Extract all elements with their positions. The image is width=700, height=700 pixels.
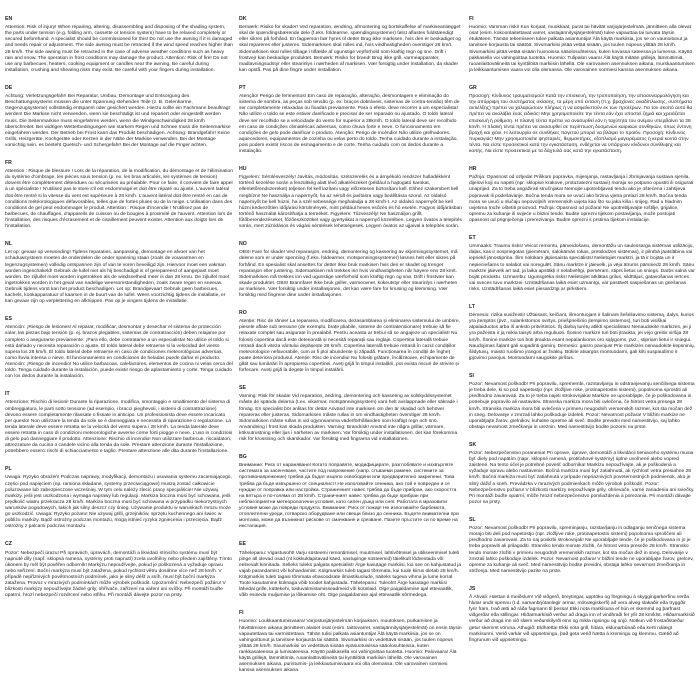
language-code: HR bbox=[469, 166, 477, 173]
safety-warning-text: Attenzione: Rischio di lesioni! Durante la riparazione, modifica, smontaggio e smaltimento del sistema di ombreggiatura, le parti sotto tensione (ad esempio, i bracci pieghevoli, i sistemi di contrattrazione) devono essere completamente rilassate o fissate in anticipo. Un professionista deve essere incaricato per questo! Non utilizzare la tenda da sole se è danneggiata e necessita di riparazione o regolazione. La tenda laterale deve essere retratta se la velocità del vento supera i 28 km/h. La tenda laterale deve essere retratta in caso di condizioni meteorologiche avverse come forti piogge e neve. L'uso in condizioni di gelo può danneggiare il prodotto. Attenzione: Rischio di incendio! Non utilizzare barbecue, riscaldatori, attrezzature da cucina o candele vicino alla tenda da sole. Prestare attenzione durante l'installazione, potrebbero esserci rischi di schiacciamento e taglio. Prestare attenzione alle dita durante l'installazione. bbox=[5, 400, 233, 455]
language-section bbox=[469, 16, 695, 74]
language-section bbox=[239, 310, 463, 374]
language-code: GR bbox=[469, 84, 477, 91]
safety-warning-text: Achtung: Verletzungsgefahr! Bei Reparatur, Umbau, Demontage und Entsorgung des Beschattungssystems müssen die unter Spannung stehenden Teile (z. B. Gelenkarme, Gegenzugsysteme) vollständig entspannt oder gesichert werden. Hierzu sollte ein Fachmann beauftragt werden! Die Markise nicht verwenden, wenn sie beschädigt ist und repariert oder eingestellt werden muss. Die Seitenmarkise muss eingefahren werden, wenn die Windgeschwindigkeit 28 km/h überschreitet. Bei widrigen Wetterbedingungen wie starkem Regen und Schnee muss die Seitenmarkise eingefahren werden. Der Betrieb bei Frost kann das Produkt beschädigen. Achtung: Brandgefahr! Keine Grills, Heizgeräte, Kochgeräte oder Kerzen in der Nähe der Markise verwenden. Bei der Montage vorsichtig sein, es besteht Quetsch- und Schergefahr! Bei der Montage auf die Finger achten. bbox=[5, 94, 231, 148]
column-left bbox=[5, 0, 233, 610]
language-section bbox=[469, 304, 695, 362]
column-middle bbox=[239, 0, 463, 685]
column-right bbox=[469, 0, 695, 655]
safety-warning-text: Attention : Risque de blessure ! Lors de la réparation, de la modification, du démontage et de l'élimination du système d'ombrage, les pièces sous tension (p. ex. les bras articulés, les systèmes de tension) doivent être complètement détendues ou sécurisées au préalable. Pour ce faire, il convient de faire appel à un spécialiste ! N'utilisez pas le store s'il est endommagé et doit être réparé ou ajusté. L'auvent latéral doit être rentré si la vitesse du vent est supérieure à 28 km/h. L'auvent latéral doit être rentré en cas de conditions météorologiques défavorables, telles que de fortes pluies ou de la neige. L'utilisation dans des conditions de gel peut endommager le produit. Attention : Risque d'incendie ! N'utilisez pas de barbecues, de chauffages, d'appareils de cuisson ou de bougies à proximité de l'auvent. Attention lors de l'installation, des risques d'écrasement et de cisaillement peuvent exister. Attention aux doigts lors de l'installation. bbox=[5, 169, 233, 230]
safety-warning-text: Bemærk: Risiko for skader! Ved reparation, ændring, afmontering og bortskaffelse af markiseanlægget skal de spændingsbærende dele (f.eks. foldearme, spændingssystemer) først aflastes fuldstændigt eller sikres på forhånd. En fagperson bør hyres til dette! Brug ikke markisen, hvis den er beskadiget og skal repareres eller justeres. Sidemarkisen skal rulles ind, hvis vindhastigheden overstiger 28 km/t. Sidemarkisen skal rulles tilbage i tilfælde af ugunstige vejrforhold som kraftig regn og sne. Drift i frostvejr kan beskadige produktet. Bemærk: Risiko for brand! Brug ikke grill, varmeapparater, madlavningsudstyr eller stearinlys i nærheden af markisen. Vær forsigtig under installation, da skader kan opstå. Pas på dine fingre under installation. bbox=[239, 25, 461, 73]
safety-warning-text: Προσοχή: Κίνδυνος τραυματισμού! Κατά την επισκευή, την τροποποίηση, την αποσυναρμολόγηση και την απόρριψη του συστήματος σκίασης, τα μέρη υπό ένταση (π.χ. βραχίονες αναδίπλωσης, συστήματα αντιέλξης) πρέπει να χαλαρώσουν πλήρως ή να ασφαλιστούν εκ των προτέρων. Για τον σκοπό αυτό θα πρέπει να αναλάβει ένας ειδικός! Μην χρησιμοποιείτε την τέντα εάν έχει υποστεί ζημιά και χρειάζεται επισκευή ή ρύθμιση. Η πλαϊνή τέντα πρέπει να ανασυρθεί εάν η ταχύτητα του ανέμου υπερβαίνει τα 28 km/h. Η πλαϊνή τέντα πρέπει να ανασυρθεί σε περίπτωση δυσμενών καιρικών συνθηκών, όπως έντονη βροχή και χιόνι. Η λειτουργία σε συνθήκες παγετού μπορεί να βλάψει το προϊόν. Προσοχή: Κίνδυνος πυρκαγιάς! Μην χρησιμοποιείτε ψησταριές, θερμαντήρες, εξοπλισμό μαγειρέματος ή κεριά κοντά στην τέντα. Να είστε προσεκτικοί κατά την εγκατάσταση, ενδέχεται να υπάρχουν κίνδυνοι σύνθλιψης και κοπής. Να είστε προσεκτικοί με τα δάχτυλά σας κατά την εγκατάσταση. bbox=[469, 94, 693, 154]
language-section bbox=[239, 610, 463, 674]
language-code: PT bbox=[239, 84, 246, 91]
language-code: FI bbox=[239, 610, 244, 617]
language-code: PL bbox=[5, 466, 12, 473]
language-section bbox=[239, 541, 463, 599]
language-code: EE bbox=[239, 541, 246, 548]
language-code: NL bbox=[5, 241, 12, 248]
safety-warning-text: Pozor: Nevarnost poškodb! Pri popravilu, spremembi, razstavljanju in odstranjevanju senčilnega sistema je treba dele, ki so pod napetostjo (npr. zložljive roke, protinapetostni sistemi), popolnoma sprostiti ali predhodno zavarovati. Za to je treba najeti strokovnjaka! Markize ne uporabljajte, če je poškodovana in potrebuje popravilo ali nastavitev. Stranska markiza mora biti uvlečena, če hitrost vetra presega 28 km/h. Stranska markiza mora biti uvlečena v primeru neugodnih vremenskih razmer, kot sta močan dež in sneg. Delovanje v zmrzali lahko poškoduje izdelek. Pozor: Nevarnost požara! V bližini markize ne uporabljajte žarov, grelnikov, kuhalne opreme ali sveč. Bodite previdni med namestitvijo, saj lahko obstaja nevarnost zmečkanja in ureznin. Med namestitvijo bodite pozorni na prste. bbox=[469, 382, 695, 430]
language-code: DE bbox=[5, 84, 13, 91]
language-section bbox=[5, 16, 233, 74]
language-section bbox=[5, 391, 233, 455]
language-code: ET bbox=[469, 235, 476, 242]
language-section bbox=[5, 541, 233, 599]
language-code: SE bbox=[239, 385, 246, 392]
language-section bbox=[469, 517, 695, 575]
safety-warning-text: Atención: ¡Riesgo de lesiones! Al reparar, modificar, desmontar y desechar el sistema de protección solar, las piezas bajo tensión (p. ej. brazos plegables, sistemas de contratracción) deben relajarse por completo o asegurarse previamente. ¡Para ello, debe contratarse a un especialista! No utilice el toldo si está dañado y necesita reparación o ajuste. El toldo lateral debe retraerse si la velocidad del viento supera los 28 km/h. El toldo lateral debe retraerse en caso de condiciones meteorológicas adversas, como lluvia intensa o nieve. El funcionamiento en condiciones de heladas puede dañar el producto. Atención: ¡Riesgo de incendio! No utilice barbacoas, calefactores, elementos de cocina ni velas cerca del toldo. Tenga cuidado durante la instalación, puede existir riesgo de aplastamiento y corte. Tenga cuidado con los dedos durante la instalación. bbox=[5, 325, 233, 380]
language-code: SI bbox=[469, 372, 474, 379]
safety-warning-text: Pozor: Nebezpečenstvo poranenia! Pri oprave, úprave, demontáži a likvidácii tieniaceho systému musia byť diely pod napätím (napr. sklopné ramená, protiťahové systémy) úplne uvoľnené alebo vopred zaistené. Na tento účel je potrebné poveriť odborníka! Markízu nepoužívajte, ak je poškodená a vyžaduje opravu alebo nastavenie. Bočná markíza musí byť zatiahnutá, ak rýchlosť vetra presiahne 28 km/h. Bočná markíza musí byť zatiahnutá v prípade nepriaznivých poveternostných podmienok, ako je silný dážď a sneh. Prevádzka v mrazivých podmienkach môže výrobok poškodiť. Pozor: Nebezpečenstvo požiaru! V blízkosti markízy nepoužívajte grily, ohrievače, varné zariadenia ani sviečky. Pri montáži buďte opatrní, môže hroziť nebezpečenstvo pomliaždenia a porezania. Pri montáži dávajte pozor na prsty. bbox=[469, 451, 695, 505]
language-code: ES bbox=[5, 316, 12, 323]
language-section bbox=[469, 85, 695, 155]
language-section bbox=[239, 85, 463, 155]
safety-warning-text: Huomio: Vamman riski! Kun korjaat, muokkaat, purat tai hävität varjojärjestelmää, jännitteen alla olevat osat (esim. kokoontaitettavat varret, vastajännitysjärjestelmät) tulee vapauttaa tai turvata täysin etukäteen. Tämän tekemiseen tulee palkata asiantuntija! Älä käytä markiisia, jos se on vaurioitunut ja tarvitsee korjausta tai säätöä. Sivumarkiisi pitää vetää sisään, jos tuulen nopeus ylittää 28 km/h. Sivumarkiisi pitää vetää sisään huonoissa sääolosuhteissa, kuten kovassa sateessa ja lumessa. Käyttö pakkasella voi vahingoittaa tuotetta. Huomio: Tulipalon vaara! Älä käytä mitään grillejä, lämmittimiä, ruoanlaittovälineitä tai kynttilöitä markiisin lähellä. Ole varovainen asennuksen aikana, murskaantumisen ja leikkaantumisen vaara voi olla olemassa. Ole varovainen sormiesi kanssa asennuksen aikana. bbox=[469, 25, 695, 73]
safety-warning-text: Uwaga: Ryzyko obrażeń! Podczas naprawy, modyfikacji, demontażu i usuwania systemu zacieniającego, części pod napięciem (np. ramiona składane, systemy przeciwciągowe) muszą zostać całkowicie poluzowane lub zabezpieczone wcześniej. W tym celu należy zlecić pracę specjaliście! Nie używaj markizy, jeśli jest uszkodzona i wymaga naprawy lub regulacji. Markiza boczna musi być schowana, jeśli prędkość wiatru przekracza 28 km/h. Markiza boczna musi być schowana w przypadku niekorzystnych warunków pogodowych, takich jak silny deszcz czy śnieg. Używanie produktu w warunkach mrozu może go uszkodzić. Uwaga: Ryzyko pożaru! Nie używaj grilli, grzejników, sprzętu kuchennego ani świec w pobliżu markizy. Bądź ostrożny podczas montażu, mogą istnieć ryzyka zgniecenia i przecięcia. Bądź ostrożny z palcami podczas montażu. bbox=[5, 475, 232, 530]
safety-warning-text: Ummaaks: Traumu risks! Veicot remontu, pārveidošanu, demontāžu un saulessarga sistēmas utilizāciju, daļas, kas ir nospriegotas (piemēram, salokāmās rokas, pretslodzes sistēmas), ir pilnībā jāatslābina vai iepriekš jānostiprina. Šim nolūkam jāpiesaista speciālists! Nelietojiet markīzi, ja tā ir bojāta un ir nepieciešams to salabot vai noregulēt. Sānu markīze ir jāievelk, ja vēja ātrums pārsniedz 28 km/h. Sānu markīze jāievelk arī tad, ja laika apstākļi ir nelabvēlīgi, piemēram, stiprs lietus un sniegs. Darbs salnā var bojāt produktu. Uzmanību: Ugunsgrēka risks! Nelietojiet atklātas grilus, sildītājus, gatavošanas ierīces vai sveces tuvu markīzei. Uzstādīšanas laikā esiet uzmanīgi, var pastāvēt saspiešanas un griešanas risks. Uzstādīšanas laikā esiet piesardzīgi ar pirkstiem. bbox=[469, 244, 695, 292]
language-code: EN bbox=[5, 16, 13, 22]
safety-warning-text: Pozor: Nebezpečí úrazu! Při opravách, úpravách, demontáži a likvidaci stínicího systému musí být napnuté díly (např. sklopná ramena, systémy proti napnutí) zcela uvolněny nebo předem zajištěny. Tímto úkonem by měl být pověřen odborník! Markýzu nepoužívejte, pokud je poškozená a vyžaduje opravu nebo seřízení. Boční markýza musí být zatažena, pokud rychlost větru dosáhne více než 28 km/h. V případě nepříznivých povětrnostních podmínek, jako je silný déšť a sníh, musí být boční markýza zatažena. Provoz v mrazivých podmínkách může výrobek poškodit. Upozornění: Nebezpečí požáru! V blízkosti markýzy nepoužívejte žádné grily, ohřívače, zařízení na vaření ani svíčky. Při montáži buďte opatrní, hrozí nebezpečí rozdrcení nebo střihu. Při montáži dávejte pozor na prsty. bbox=[5, 550, 232, 599]
language-section bbox=[239, 16, 463, 74]
language-code: DK bbox=[239, 16, 247, 22]
language-section bbox=[5, 241, 233, 305]
language-section bbox=[5, 85, 233, 149]
safety-warning-text: Tähelepanu: Vigastusoht! Varju süsteemi remontimisel, muutmisel, lahtivõtmisel ja utiliseerimisel tuleb pinge all olevad osad (nt kokkuklapitavad käed, vastupinge süsteemid) täielikult lõdvestada või eelnevalt kinnitada. Selleks tuleks palgata spetsialist! Ärge kasutage markiisi, kui see on kahjustatud ja vajab parandamist või kohandamist. Külgmarkiis tuleb tagasi tõmmata, kui tuule kiirus ületab 28 km/h. Külgmarkiis tuleb tagasi tõmmata ebasoodsate ilmastikuolude, näiteks tugeva vihma ja lume korral. Toote kasutamine külmaga võib toodet kahjustada. Tähelepanu: Tuleoht! Ärge kasutage markiisi lähedal grille, küttekehi, toiduvalmistamisseadmeid või küünlaid. Olge paigaldamise ajal ettevaatlik, võib esineda muljumise ja lõikamise oht. Olge paigaldamise ajal ettevaatlik sõrmedega. bbox=[239, 550, 462, 599]
language-code: CZ bbox=[5, 541, 12, 548]
safety-warning-text: Let op: gevaar op verwonding! Tijdens reparaties, aanpassing, demontage en afvoer van het schaduwsysteem moeten de onderdelen die onder spanning staan (zoals de vouwarmen en tegenzugsystemen) volledig ontspannen zijn of van te voren beveiligd zijn. Hiervoor moet een vakman worden ingeschakeld! Gebruik de luifel niet als hij beschadigd is of gerepareerd of aangepast moet worden. De zijluifel moet worden ingetrokken als de windsnelheid meer is dan 28 km/u. De zijluifel moet ingetrokken worden in het geval van nadelige weersomstandigheden, zoals zware regen en sneeuw. Gebruik tijdens vorst kan het product beschadigen. Let op: Brandgevaar! Gebruik geen barbecues, kachels, kookapparatuur of kaarsen in de buurt van de luifel. Wees voorzichtig tijdens de installatie, er kan gevaar zijn op verplettering en afknippen. Pas op je vingers tijdens de installatie. bbox=[5, 250, 230, 305]
language-code: BG bbox=[239, 454, 247, 461]
language-code: RO bbox=[239, 310, 247, 317]
safety-warning-text: Atenção! Perigo de ferimentos! Em caso de reparação, alteração, desmontagem e eliminação do sistema de sombra, as peças sob tensão (p. ex. braços dobráveis, sistemas de contra-tensão) têm de ser completamente relaxadas ou fixadas previamente. Para o efeito, deve recorrer a um especialista! Não utilize o toldo se este estiver danificado e precisar de ser reparado ou ajustado. O toldo lateral deve ser recolhido se a velocidade do vento for superior a 28km/h. O toldo lateral deve ser recolhido em caso de condições climatéricas adversas, como chuva forte e neve. O funcionamento em condições de gelo pode danificar o produto. Atenção: Perigo de incêndio! Não utilize grelhadores, aquecedores, equipamentos de cozinha ou velas perto do toldo. Tenha cuidado durante a instalação, pois podem existir riscos de esmagamento e de corte. Tenha cuidado com os dedos durante a instalação. bbox=[239, 94, 460, 154]
language-code: FR bbox=[5, 160, 12, 166]
safety-warning-text: Å Ahvali: Hættan á meiðslum! Við viðgerð, breytingar, upptöku og förgningu á skyggingarkerfinu verða hlutar undir spennu (t.d. samanbrjótanlegir armar, mótvægiskerfi) að vera alveg slakaðir eða tryggðir fyrir fram. Það ætti að ráða fagmann til þessa! Ekki nota markísuna ef hún er skemmd og þarfnast viðgerðar eða stillingar. Hliðarmarkísið verður að draga inn ef vindhraði fer yfir 28 km/klst. Hliðarmarkísið verður að draga inn við slæm veðurskilyrði eins og mikla rigningu og snjó. Notkun við frostaðstæður getur skemmt vöruna. Athugið: Eldhætta! Ekki nota grill, hitara, eldunarbúnað eða kerti nálægt markísunni. Verið varkár við uppsetningu, það geta verið hætta á kremingu og klemmu. Gætið að fingrunum við uppsetningu. bbox=[469, 595, 695, 643]
language-section bbox=[239, 241, 463, 299]
safety-warning-text: Pažnja: Opasnost od ozljeda! Prilikom popravka, mijenjanja, rastavljanja i zbrinjavanja sustava sjenila, dijelovi koji su napeti (npr. sklopive krakove, protuzatezni sustavi) moraju se potpuno opustiti ili osigurati unaprijed. Za to treba angažirati stručnjaka! Nemojte upotrebljavati tendu ako je oštećena i zahtijeva popravak ili podešavanje. Bočna tenda mora se uvući ako brzina vjetra prelazi 28 km/h. Bočna tenda mora se uvući u slučaju nepovoljnih vremenskih uvjeta kao što su jaka kiša i snijeg. Rad u hladnim uvjetima može oštetiti proizvod. Pažnja: Opasnost od požara! Ne upotrebljavajte roštilje, grijalice, opremu za kuhanje ili svijeće u blizini tende. Budite oprezni tijekom postavljanja, može postojati opasnost od prignječenja i prerezivanja. Budite oprezni s prstima tijekom instalacije. bbox=[469, 175, 694, 223]
safety-warning-text: Внимание: Риск от нараняване! Когато поправяте, модифицирате, разглобявате и изхвърляте системата за засенчване, частите под напрежение (напр. сгъваеми рамене, системите за противонапрежение) трябва да бъдат изцяло освободени или предварително закрепени. Това трябва да бъде извършено от специалист! Не използвайте сенника, ако той е повреден и се нуждае от поправка или настройка. Страничният навес трябва да бъде прибран, ако скоростта на вятъра е по-голяма от 28 km/h. Страничният навес трябва да бъде прибран при неблагоприятни метеорологични условия, като силен дъжд или сняг. Работата в мразовити условия може да повреди продукта. Внимание: Риск от пожар! Не използвайте барбекюта, отоплителни уреди, готварско оборудване или свещи близо до сенника. Бъдете внимателни при монтажа, може да възникнат рискове от смачкване и срязване. Пазете пръстите си по време на инсталация. bbox=[239, 463, 459, 530]
language-code: FI bbox=[469, 16, 474, 22]
safety-warning-text: Pozor: Nevarnost poškodb! Pri popravilu, spreminjanju, razstavljanju in odlaganju senčnega sistema morajo biti deli pod napetostjo (npr. zložljive roke, protinapetostni sistemi) popolnoma sproščeni ali predhodno zavarovani. Za to naj poskrbi strokovnjak! Ne uporabljajte tende, če je poškodovana in jo je treba popraviti ali prilagoditi. Stransko tendo morate zložiti, če hitrost vetra preseže 28 km/h. Stransko tendo morate zložiti v primeru neugodnih vremenskih razmer, kot sta močan dež in sneg. Delovanje v zmrzali lahko poškoduje izdelek. Pozor: Nevarnost požara! V bližini tende ne uporabljajte žarov, grelcev, opreme za kuhanje ali sveč. Med namestitvijo bodite previdni, obstaja lahko nevarnost zmečkanja in striženja. Med namestitvijo pazite na prste. bbox=[469, 526, 694, 574]
language-section bbox=[469, 442, 695, 506]
language-section bbox=[5, 316, 233, 380]
language-section bbox=[239, 166, 463, 230]
language-section bbox=[239, 454, 463, 530]
safety-warning-text: Huomio: Loukkaantumisvaara! Varjostusjärjestelmän korjauksen, muutoksen, purkamisen ja hävittämisen aikana jännitteen alaiset osat (esim. taittovarret, vastajännitysjärjestelmät) on ensin täysin vapautettava tai varmistettava. Tähän tulisi palkata asiantuntija! Älä käytä markiisia, jos se on vahingoittunut ja tarvitsee korjausta tai säätöä. Sivumarkiisi on vedettävä sisään, jos tuulen nopeus ylittää 28 km/h. Sivumarkiisi on vedettävä sisään epäsuotuisissa sääolosuhteissa, kuten rankkasateessa ja lumisateessa. Käyttö pakkasella voi vahingoittaa tuotetta. Huomio: Palovaara! Älä käytä grillejä, lämmittimiä, ruoanlaittovälineitä tai kynttilöitä markiisin lähellä. Ole varovainen asennuksen aikana, puristumis- ja leikkautumisvaara voi olla olemassa. Ole varovainen sormiesi kanssa asennuksen aikana. bbox=[239, 619, 462, 674]
language-section bbox=[239, 385, 463, 443]
language-code: SK bbox=[469, 441, 477, 448]
language-section bbox=[469, 373, 695, 431]
safety-warning-text: Dėmesio: rizika susižeisti! Užtaisant, keičiant, išmontuojant ir šalinant šešėliavimo sistemą, dalys, kurios yra įtemptos (pvz., sulankstomos svirtys, priešpriešinio įtempimo sistemos), turi būti visiškai atpalaiduotos arba iš anksto pritvirtintos. Šį darbą turėtų atlikti specialistas! Nenaudokite markizės, jei ji yra pažeista ir ją reikia taisyti arba reguliuoti. Šoninė markizė turi būti įtraukta, jei vėjo greitis viršija 28 km/h. Šoninė markizė turi būti įtraukta esant nepalankioms oro sąlygoms, pvz., stipriam lietui ir sniegui. Naudojimas šąlant gali sugadinti gaminį. Dėmesio: gaisro pavojus! Prie markizės nenaudokite kepsninių, šildytuvų, maisto ruošimo įrangos ar žvakių. Būkite atsargūs montuodami, gali kilti suspaudimo ir įpjovimo pavojus. Montuodami saugokite pirštus. bbox=[469, 313, 695, 361]
safety-warning-text: Figyelem: Sérülésveszély! Javítás, módosítás, szétszerelés és a árnyékoló rendszer hulladékként történő kezelése során a feszültség alatt lévő alkatrészeket (például a hajtogató karokat, ellentetőrendszereket) teljesen fel kell lazítani vagy előzetesen biztosítani kell. Ehhez szakembert kell megbízni! Ne használja a napernyőt, ha az sérült és javításra vagy beállításra szorul. Az oldalsó napernyőt be kell húzni, ha a szél sebessége meghaladja a 28 km/h-t. Az oldalsó napernyőt be kell húzni kedvezőtlen időjárási körülmények, mint például heves esőzés és hó esetén. Fagyos időjárásban történő használat károsíthatja a terméket. Figyelem: Tűzveszély! Ne használjon grillt, fűtőberendezéseket, főzőeszközöket vagy gyertyákat a napernyő közelében. Legyen óvatos a telepítés során, mert zúzódásos és vágási sérülések lehetségesek. Legyen óvatos az ujjaival a telepítés során. bbox=[239, 175, 462, 230]
safety-warning-text: Attention: Risk of injury! When repairing, altering, disassembling and disposing of the shading system, the parts under tension (e.g. folding arm, cassette or tension system) have to be relaxed completely or secured beforehand. A specialist should be commissioned for this! Do not use the awning if it is damaged and needs repair or adjustment. The side awning must be retracted if the wind speed reaches higher than 28 km/h. The side awning must be retracted in the case of adverse weather conditions such as heavy rain and snow. The operation in frost conditions may damage the product. Attention: Risk of fire! Do not use any barbecues, heaters, cooking equipment or candles near the awning. Be careful during installation, crushing and shearing risks may exist. Be careful with your fingers during installation. bbox=[5, 25, 234, 73]
safety-warning-text: Varning: Risk för skada! Vid reparation, ändring, demontering och kassering av solskyddssystemet måste de spända delarna (t.ex. vikarmar, motspänningssystem) vara helt avslappnade eller säkrade i förväg. En specialist bör anlitas för detta! Använd inte markisen om den är skadad och behöver repareras eller justeras. Sidomarkisen måste rullas in om vindhastigheten överstiger 28 km/h. Sidomarkisen måste rullas in vid ogynnsamma väderförhållanden som kraftigt regn och snö. Användning i frost kan skada produkten. Varning: Brandrisk! Använd inte några grillar, värmare, köksutrustning eller ljus i närheten av markisen. Var försiktig under installationen, det kan förekomma risk för krossning och skärskador. Var försiktig med fingrarna vid installationen. bbox=[239, 394, 458, 442]
language-section bbox=[469, 586, 695, 644]
language-code: HU bbox=[239, 166, 247, 173]
language-code: LT bbox=[469, 304, 475, 310]
safety-warning-text: OBS! Fare for skade! Ved reparasjon, endring, demontering og kassering av skjermingssystemet, må delene som er under spenning (f.eks. foldearmer, motspenningssystemer) løsnes helt eller sikres på forhånd. En spesialist skal ansettes for dette! Ikke bruk markisen hvis den er skadet og trenger reparasjon eller justering. Sidemarkisen må trekkes inn hvis vindhastigheten når høyere enn 28 km/t. Sidemarkisen må trekkes inn ved ugunstige værforhold som kraftig regn og snø. Drift i frostvær kan skade produktet. OBS! Brannfare! Ikke bruk griller, varmeovner, kokeutstyr eller stearinlys i nærheten av markisen. Vær forsiktig under installasjonen, det kan være fare for knusing og klemming. Vær forsiktig med fingrene dine under installasjonen. bbox=[239, 250, 458, 298]
safety-warning-text: Atenție: Risc de rănire! La repararea, modificarea, dezasamblarea și eliminarea sistemului de umbrire, piesele aflate sub tensiune (de exemplu, brațe pliabile, sisteme de contratensionare) trebuie să fie relaxate complet sau asigurate în prealabil. Pentru aceasta ar trebui să se angajeze un specialist! Nu folosiți copertina dacă este deteriorată și necesită reparații sau reglaje. Copertina laterală trebuie retrasă dacă viteza vântului depășește 28 km/h. Copertina laterală trebuie retrasă în cazul condițiilor meteorologice nefavorabile, cum ar fi ploi abundente și zăpadă. Funcționarea în condiții de îngheț poate deteriora produsul. Atenție: Risc de incendiu! Nu folosiți grătare, încălzitoare, echipamente de gătit sau lumânări în apropierea copertinei. Aveți grijă în timpul instalării, pot exista riscuri de strivire și forfecare. Aveți grijă la degete în timpul instalării. bbox=[239, 319, 460, 374]
language-code: JS bbox=[469, 585, 476, 592]
language-section bbox=[5, 160, 233, 230]
language-section bbox=[5, 466, 233, 530]
language-section bbox=[469, 235, 695, 293]
language-code: IT bbox=[5, 391, 10, 398]
language-section bbox=[469, 166, 695, 224]
language-code: NO bbox=[239, 241, 247, 248]
language-code: SL bbox=[469, 516, 476, 523]
